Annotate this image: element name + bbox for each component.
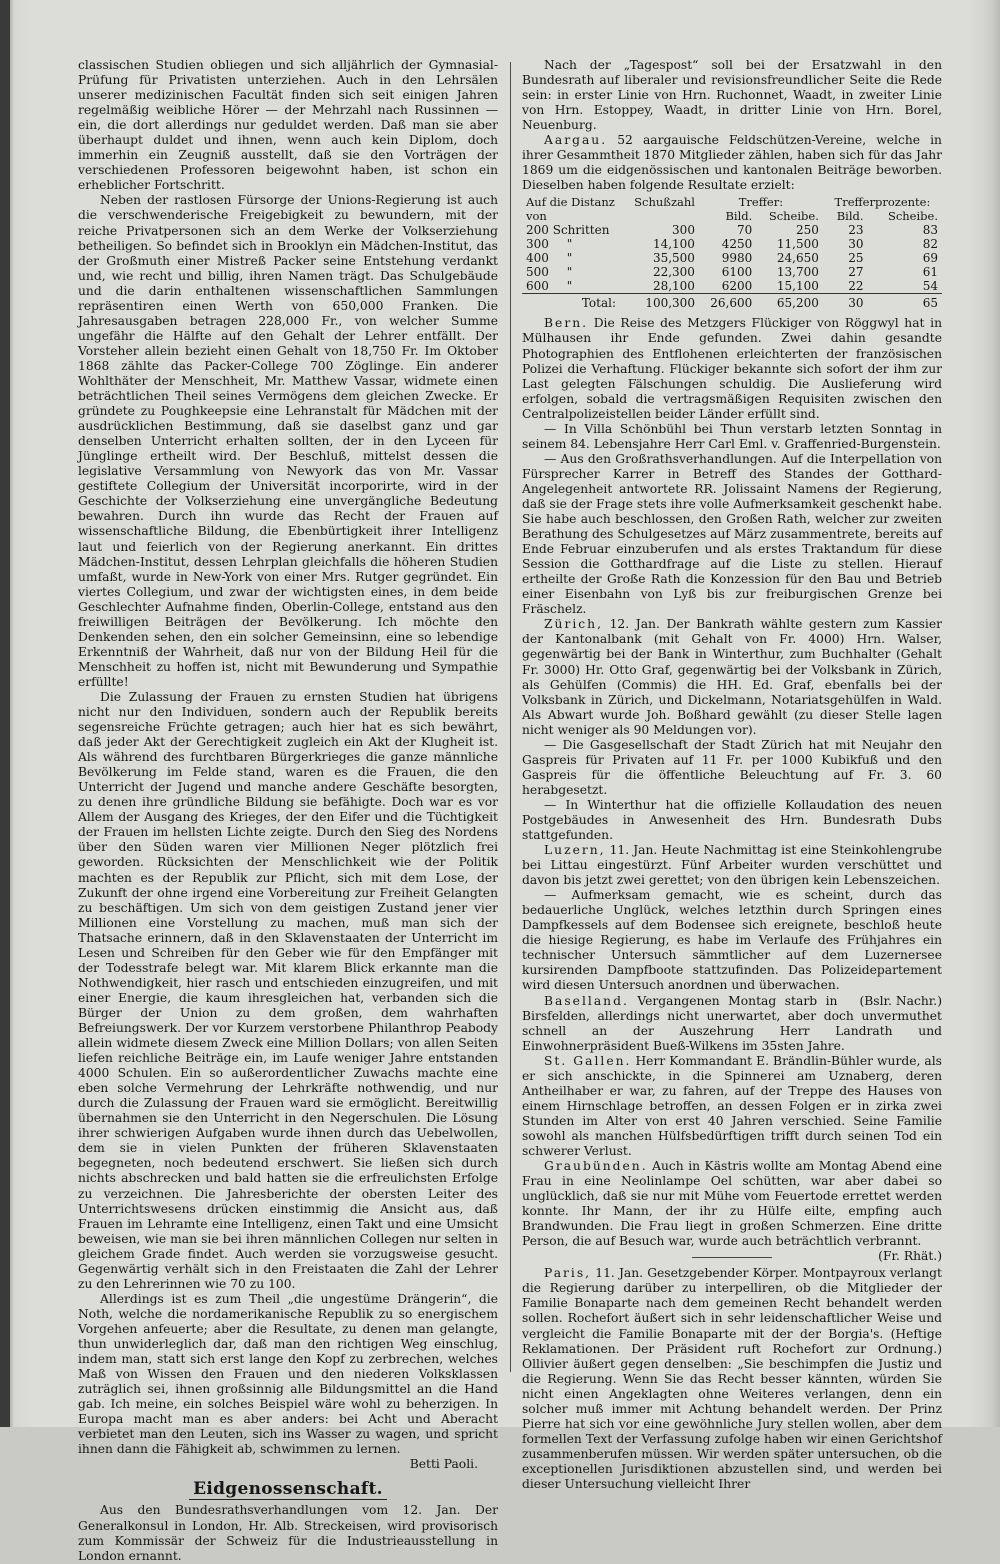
table-cell: 82 <box>922 237 938 252</box>
separator-rule <box>692 1257 772 1258</box>
table-cell: 22,300 <box>652 265 695 280</box>
table-header-bild: Bild. <box>725 209 753 224</box>
table-cell: 4250 <box>721 237 753 252</box>
news-text: Herr Kommandant E. Brändlin-Bühler wurde, als er sich anschickte, in die Spinnerei am Uznaberg, deren Antheilhaber er war, zu fahren, auf der Treppe des Hauses von einem Hirnschlage betroffen, an dessen Folgen er in zirka zwei Stunden im Alter von erst 40 Jahren verschied. Seine Familie sowohl als manchen Hülfsbedürftigen trifft durch seinen Tod ein schwerer Verlust. <box>522 1053 942 1158</box>
page-binding-edge <box>0 0 10 1427</box>
table-cell: 61 <box>922 265 938 280</box>
table-cell: 28,100 <box>652 279 695 294</box>
table-row <box>522 265 942 279</box>
table-cell: 27 <box>848 265 864 280</box>
place-name: Paris, <box>544 1266 592 1281</box>
place-name: Baselland. <box>544 993 629 1008</box>
news-source: (Fr. Rhät.) <box>878 1249 942 1264</box>
news-text: Auch in Kästris wollte am Montag Abend eine Frau in eine Neolinlampe Oel schütten, war aber dabei so unglücklich, daß sie nur mit Mühe vom Feuertode errettet werden konnte. Ihr Mann, der ihr zu Hülfe eilte, empfing auch Brandwunden. Die Frau liegt in großen Schmerzen. Eine dritte Person, die auf Besuch war, wurde auch beträchtlich verbrannt. <box>522 1159 942 1249</box>
news-item <box>522 1159 942 1264</box>
table-cell: 15,100 <box>776 279 819 294</box>
table-cell: 100,300 <box>620 294 699 311</box>
section-heading <box>78 1479 498 1500</box>
left-column <box>78 58 498 1563</box>
table-cell: 250 <box>795 223 819 238</box>
table-cell: 24,650 <box>776 251 819 266</box>
table-cell: 54 <box>922 279 938 294</box>
place-name: Aargau. <box>544 133 608 148</box>
place-name: Zürich, <box>544 617 603 632</box>
table-cell: 70 <box>737 223 753 238</box>
place-name: Luzern, <box>544 843 606 858</box>
news-text: Vergangenen Montag starb in Birsfelden, allerdings nicht unerwartet, aber doch unvermuthet schnell an der Auszehrung Herr Landrath und Einwohnerpräsident Bueß-Wilkens im 35sten Jahre. <box>522 993 942 1053</box>
shooting-results-table <box>522 195 942 310</box>
column-divider <box>510 62 511 1372</box>
article-paragraph: classischen Studien obliegen und sich alljährlich der Gymnasial-Prüfung für Privatisten unterziehen. Auch in den Lehrsälen unserer medizinischen Facultät finden sich seit einigen Jahren regelmäßig weibliche Hörer — der Mehrzahl nach Russinnen — ein, die dort allerdings nur geduldet werden. Daß man sie aber überhaupt duldet und ihnen, wenn auch kein Diplom, doch immerhin ein Zeugniß ausstellt, daß sie den Vorträgen der verschiedenen Professoren beigewohnt haben, ist schon ein erheblicher Fortschritt. <box>78 58 498 193</box>
author-signature: Betti Paoli. <box>409 1457 478 1472</box>
table-header-shots: Schußzahl <box>634 195 695 210</box>
article-paragraph: Aus den Bundesrathsverhandlungen vom 12. Jan. Der Generalkonsul in London, Hr. Alb. Streckeisen, wird provisorisch zum Kommissär der Schweiz für die Industrieausstellung in London ernannt. <box>78 1503 498 1563</box>
table-cell-distance: 300 " <box>526 237 573 252</box>
table-header-scheibe: Scheibe. <box>768 209 819 224</box>
table-cell-distance: 200 Schritten <box>526 223 610 238</box>
article-paragraph: Neben der rastlosen Fürsorge der Unions-Regierung ist auch die verschwenderische Freigebigkeit zu bewundern, mit der reiche Privatpersonen sich an dem Werke der Volkserziehung betheiligen. So befindet sich in Brooklyn ein Mädchen-Institut, das der Großmuth einer Mistreß Packer seine Entstehung verdankt und, wie recht und billig, ihren Namen trägt. Das Schulgebäude und die darin enthaltenen wissenschaftlichen Sammlungen repräsentiren einen Werth von 650,000 Franken. Die Jahresausgaben betragen 228,000 Fr., von welcher Summe ungefähr die Hälfte auf den Gehalt der Lehrer entfällt. Der Vorsteher allein bezieht einen Gehalt von 18,750 Fr. Im Oktober 1868 zählte das Packer-College 700 Zöglinge. Ein anderer Wohlthäter der Menschheit, Mr. Matthew Vassar, widmete einen beträchtlichen Theil seines Vermögens dem gleichen Zwecke. Er gründete zu Poughkeepsie eine Lehranstalt für Mädchen mit der ausdrücklichen Bestimmung, daß sie daselbst ganz und gar denselben Unterricht erhalten sollten, der in den Lyceen für Jünglinge ertheilt wird. Der Beschluß, mittelst dessen die legislative Versammlung von Newyork das von Mr. Vassar gestiftete Collegium der Universität incorporirte, wird in der Geschichte der Volkserziehung eine unvergängliche Bedeutung bewahren. Durch ihn wurde das Recht der Frauen auf wissenschaftliche Bildung, die Ebenbürtigkeit ihrer Intelligenz laut und feierlich von der Regierung anerkannt. Ein drittes Mädchen-Institut, dessen Lehrplan gleichfalls die höheren Studien umfaßt, wurde in New-York von einer Mrs. Rutger gegründet. Ein viertes Collegium, und zwar der wichtigsten eines, in dem beide Geschlechter Aufnahme finden, Oberlin-College, entstand aus den freiwilligen Beiträgen der Bevölkerung. Ich möchte den Denkenden sehen, den ein solcher Gemeinsinn, eine so lebendige Erkenntniß der Wahrheit, daß nur von der Bildung Heil für die Menschheit zu hoffen ist, nicht mit Bewunderung und Sympathie erfüllte! <box>78 193 498 689</box>
table-header-bild: Bild. <box>836 209 864 224</box>
news-item <box>522 617 942 737</box>
table-cell: 14,100 <box>652 237 695 252</box>
news-item <box>522 316 942 421</box>
news-text: 52 aargauische Feldschützen-Vereine, welche in ihrer Gesammtheit 1870 Mitglieder zählen, haben sich für das Jahr 1869 um die eidgenössischen und kantonalen Beiträge beworben. Dieselben haben folgende Resultate erzielt: <box>522 133 943 193</box>
table-cell: 25 <box>848 251 864 266</box>
table-cell: 22 <box>848 279 864 294</box>
table-cell: 69 <box>922 251 938 266</box>
news-item: — Die Gasgesellschaft der Stadt Zürich hat mit Neujahr den Gaspreis für Privaten auf 11 Fr. per 1000 Kubikfuß und den Gaspreis für die öffentliche Beleuchtung auf Fr. 3. 60 herabgesetzt. <box>522 737 942 797</box>
table-cell: 23 <box>848 223 864 238</box>
table-cell: 35,500 <box>652 251 695 266</box>
table-header-hits: Treffer: <box>738 195 784 210</box>
table-cell: 83 <box>922 223 938 238</box>
table-row <box>522 251 942 265</box>
news-item: — Aus den Großrathsverhandlungen. Auf die Interpellation von Fürsprecher Karrer in Betreff des Standes der Gotthard-Angelegenheit antwortete RR. Jolissaint Namens der Regierung, daß sie der Frage stets ihre volle Aufmerksamkeit geschenkt habe. Sie habe auch beschlossen, den Großen Rath, welcher zur zweiten Berathung des Schulgesetzes auf März zusammentrete, bereits auf Ende Februar einzuberufen und als erstes Traktandum für diese Session die Gotthardfrage auf die Liste zu stellen. Hierauf ertheilte der Große Rath die Konzession für den Bau und Betrieb einer Eisenbahn von Lyß bis zur freiburgischen Grenze bei Fräschelz. <box>522 451 942 617</box>
table-total-row <box>522 294 942 311</box>
table-cell-distance: 600 " <box>526 279 573 294</box>
news-text: Die Reise des Metzgers Flückiger von Röggwyl hat in Mülhausen ihr Ende gefunden. Zwei dahin gesandte Photographien des Entflohenen erleichterten der französischen Polizei die Verhaftung. Flückiger bekannte sich sofort der ihm zur Last gelegten Fälschungen schuldig. Die Auslieferung wird erfolgen, sobald die vertragsmäßigen Requisiten zwischen den Centralpolizeistellen beider Länder erfüllt sind. <box>522 316 942 421</box>
news-text: 11. Jan. Heute Nachmittag ist eine Steinkohlengrube bei Littau eingestürzt. Fünf Arbeiter wurden verschüttet und davon bis jetzt zwei gerettet; von den übrigen kein Lebenszeichen. <box>522 843 942 888</box>
table-row <box>522 279 942 294</box>
news-item: Nach der „Tagespost“ soll bei der Ersatzwahl in den Bundesrath auf liberaler und revisionsfreundlicher Seite die Rede sein: in erster Linie von Hrn. Ruchonnet, Waadt, in zweiter Linie von Hrn. Estoppey, Waadt, in dritter Linie von Hrn. Borel, Neuenburg. <box>522 58 942 133</box>
table-cell: 65 <box>868 294 942 311</box>
table-cell: 9980 <box>721 251 753 266</box>
news-item: — In Villa Schönbühl bei Thun verstarb letzten Sonntag in seinem 84. Lebensjahre Herr Carl Eml. v. Graffenried-Burgenstein. <box>522 421 942 451</box>
table-cell-distance: 500 " <box>526 265 573 280</box>
news-item <box>522 1054 942 1159</box>
news-item <box>522 1266 942 1492</box>
place-name: Graubünden. <box>544 1159 648 1174</box>
right-column <box>522 58 943 1491</box>
news-item <box>522 843 942 888</box>
table-cell: 30 <box>823 294 868 311</box>
table-cell: 26,600 <box>699 294 756 311</box>
table-header-percent: Trefferprozente: <box>834 195 931 210</box>
table-cell: 65,200 <box>756 294 823 311</box>
news-text: 12. Jan. Der Bankrath wählte gestern zum Kassier der Kantonalbank (mit Gehalt von Fr. 4000) Hrn. Walser, gegenwärtig bei der Bank in Winterthur, zum Buchhalter (Gehalt Fr. 3000) Hr. Otto Graf, gegenwärtig bei der Volksbank in Zürich, als Gehülfen (Commis) die HH. Ed. Graf, ebenfalls bei der Volksbank in Zürich, und Dickelmann, Notariatsgehülfen in Wald. Als Abwart wurde Joh. Boßhard gewählt (zu dieser Stelle lagen nicht weniger als 90 Meldungen vor). <box>522 617 942 737</box>
table-cell: 30 <box>848 237 864 252</box>
news-text: — Aufmerksam gemacht, wie es scheint, durch das bedauerliche Unglück, welches letzthin durch Springen eines Dampfkessels auf dem Bodensee sich ereignete, beschloß heute die hiesige Regierung, es habe im Verlaufe des Frühjahres ein technischer Untersuch sämmtlicher auf dem Luzernersee kursirenden Dampfboote stattzufinden. Das Polizeidepartement wird diesen Untersuch anordnen und überwachen. <box>522 888 942 993</box>
table-cell: 300 <box>672 223 695 238</box>
news-text: 11. Jan. Gesetzgebender Körper. Montpayroux verlangt die Regierung darüber zu interpelliren, ob die Mitglieder der Familie Bonaparte nach dem gemeinen Recht behandelt werden sollen. Rochefort äußert sich in sehr leidenschaftlicher Weise und vergleicht die Familie Bonaparte mit der der Borgia's. (Heftige Reklamationen. Der Präsident ruft Rochefort zur Ordnung.) Ollivier äußert gegen denselben: „Sie beschimpfen die Justiz und die Regierung. Wenn Sie das Recht besser kännten, würden Sie nicht einen Angeklagten ohne Weiteres verlangen, denn ein solcher muß immer mit Achtung behandelt werden. Der Prinz Pierre hat sich vor eine gewöhnliche Jury stellen wollen, aber dem formellen Text der Verfassung zufolge haben wir einen Gerichtshof zusammenberufen müssen. Wir werden später untersuchen, ob die exceptionellen Jurisdiktionen abzustellen sind, und werden bei dieser Untersuchung vielleicht Ihrer <box>522 1266 942 1491</box>
table-cell-distance: 400 " <box>526 251 573 266</box>
table-row <box>522 237 942 251</box>
table-cell: 13,700 <box>776 265 819 280</box>
news-source: (Bslr. Nachr.) <box>859 993 942 1008</box>
place-name: Bern. <box>544 316 589 331</box>
article-paragraph: Allerdings ist es zum Theil „die ungestüme Drängerin“, die Noth, welche die nordamerikanische Republik zu so energischem Vorgehen anfeuerte; aber die Resultate, zu denen man gelangte, thun unwiderleglich dar, daß man den richtigen Weg einschlug, indem man, statt sich erst lange den Kopf zu zerbrechen, welches Maß von Wissen den Frauen und den niederen Volksklassen zuträglich sei, ihnen großsinnig alle Bildungsmittel an die Hand gab. Ich meine, ein solches Beispiel wäre wohl zu beherzigen. In Europa macht man es aber anders: bei Acht und Aberacht verbietet man den Leuten, sich ins Wasser zu wagen, und spricht ihnen dann die Fähigkeit ab, schwimmen zu lernen. <box>78 1291 498 1457</box>
table-header-scheibe: Scheibe. <box>887 209 938 224</box>
table-cell: 6200 <box>721 279 753 294</box>
table-cell: 11,500 <box>776 237 819 252</box>
table-header-distance: Auf die Distanz von <box>526 195 615 224</box>
news-item <box>522 133 942 193</box>
table-row <box>522 223 942 237</box>
news-item: — In Winterthur hat die offizielle Kollaudation des neuen Postgebäudes in Anwesenheit des Hrn. Bundesrath Dubs stattgefunden. <box>522 797 942 843</box>
table-total-label: Total: <box>522 294 620 311</box>
table-cell: 6100 <box>721 265 753 280</box>
place-name: St. Gallen. <box>544 1053 632 1068</box>
article-paragraph: Die Zulassung der Frauen zu ernsten Studien hat übrigens nicht nur den Individuen, sondern auch der Republik bereits segensreiche Früchte getragen; auch hier hat es sich bewährt, daß jeder Akt der Gerechtigkeit zugleich ein Akt der Klugheit ist. Als während des furchtbaren Bürgerkrieges die ganze männliche Bevölkerung im Felde stand, waren es die Frauen, die den Unterricht der Jugend und manche andere Geschäfte besorgten, zu denen ihre gründliche Bildung sie befähigte. Doch war es vor Allem der Ausgang des Krieges, der den Eifer und die Tüchtigkeit der Frauen im hellsten Lichte zeigte. Durch den Sieg des Nordens über den Süden waren vier Millionen Neger plötzlich frei geworden. Rücksichten der Menschlichkeit wie der Politik machten es der Republik zur Pflicht, sich mit dem Lose, der Zukunft der ohne irgend eine Vorbereitung zur Freiheit Gelangten zu beschäftigen. Um sich von dem geistigen Zustand jener vier Millionen eine Vorstellung zu machen, muß man sich der Thatsache erinnern, daß in den Sklavenstaaten der Unterricht im Lesen und Schreiben für den Geber wie für den Empfänger mit der Todesstrafe belegt war. Mit klarem Blick erkannte man die Nothwendigkeit, hier rasch und entschieden einzugreifen, und mit einer Energie, die kaum ihresgleichen hat, verbanden sich die Bürger der Union zu dem großen, dem wahrhaften Befreiungswerk. Der vor Kurzem verstorbene Philanthrop Peabody allein widmete diesem Zweck eine Million Dollars; von allen Seiten liefen reichliche Beiträge ein, im Laufe weniger Jahre entstanden 4000 Schulen. Ein so außerordentlicher Zuwachs machte eine eben solche Vermehrung der Lehrkräfte nothwendig, und nur durch die Zulassung der Frauen ward sie ermöglicht. Bereitwillig übernahmen sie den Unterricht in den Negerschulen. Die Lösung ihrer schwierigen Aufgaben wurde ihnen durch das Uebelwollen, dem sie in vielen Punkten der früheren Sklavenstaaten begegneten, noch bedeutend erschwert. Sie ließen sich durch nichts abschrecken und bald hatten sie die erfreulichsten Erfolge zu verzeichnen. Die Jahresberichte der obersten Leiter des Unterrichtswesens drücken einstimmig die Ansicht aus, daß Frauen im Lehramte eine Intelligenz, einen Takt und eine Umsicht beweisen, wie man sie bei ihren männlichen Collegen nur selten in gleichem Grade findet. Auch werden sie vorzugsweise gesucht. Gegenwärtig verhält sich in den Freistaaten die Zahl der Lehrer zu den Lehrerinnen wie 70 zu 100. <box>78 689 498 1291</box>
section-heading-text: Eidgenossenschaft. <box>189 1479 387 1500</box>
